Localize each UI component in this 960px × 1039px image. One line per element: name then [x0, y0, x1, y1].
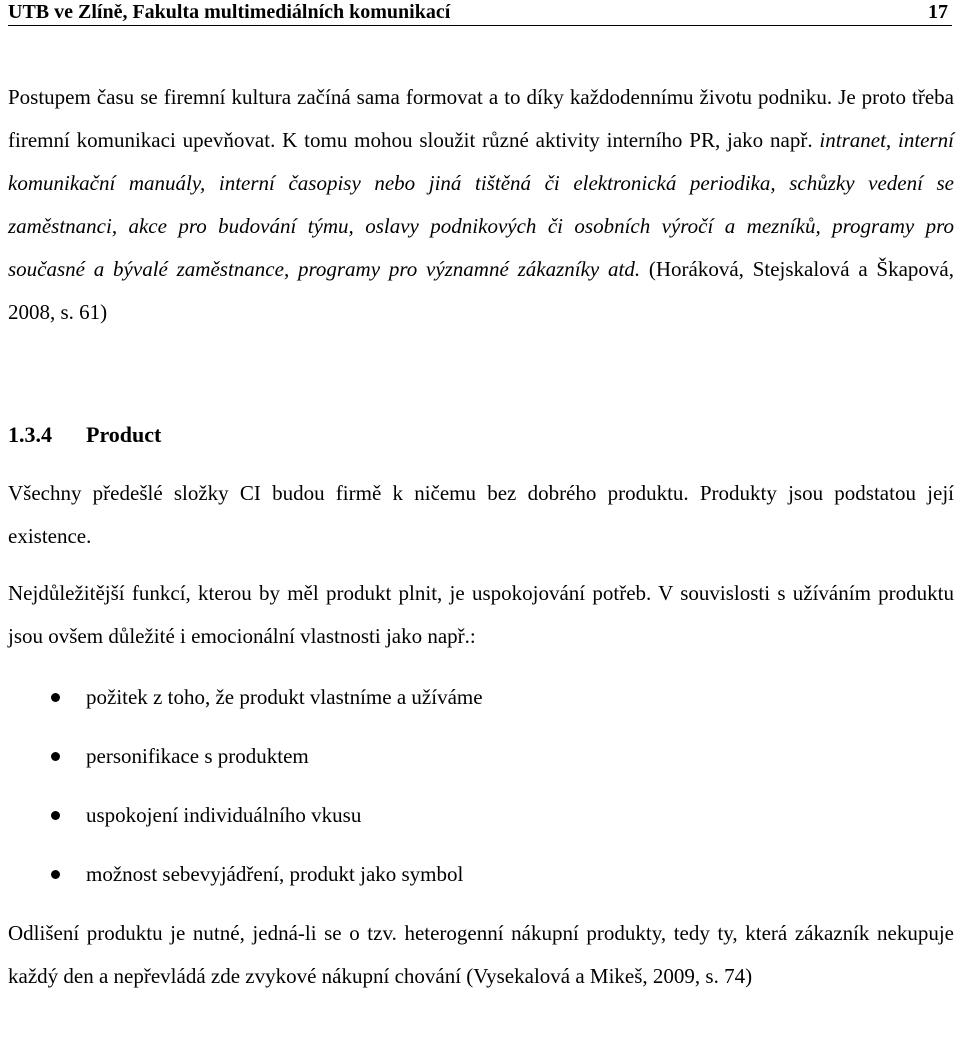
bullet-icon	[51, 870, 60, 879]
bullet-icon	[51, 693, 60, 702]
paragraph-differentiation: Odlišení produktu je nutné, jedná-li se o tzv. heterogenní nákupní produkty, tedy ty, která zákazník nekupuje každý den a nepřevládá zde zvykové nákupní chování (Vysekalová a Mikeš, 2009, s. 74)	[8, 921, 954, 988]
page-number: 17	[928, 1, 948, 23]
bullet-icon	[51, 811, 60, 820]
list-item-text: personifikace s produktem	[86, 744, 309, 768]
bullet-icon	[51, 752, 60, 761]
intro-paragraph	[8, 76, 954, 334]
header-title: UTB ve Zlíně, Fakulta multimediálních komunikací	[8, 1, 451, 23]
section-number: 1.3.4	[8, 422, 52, 447]
list-item-text: požitek z toho, že produkt vlastníme a užíváme	[86, 685, 483, 709]
paragraph-products: Všechny předešlé složky CI budou firmě k ničemu bez dobrého produktu. Produkty jsou podstatou její existence.	[8, 481, 954, 548]
intro-italic-list: intranet, interní komunikační manuály, interní časopisy nebo jiná tištěná či elektronická periodika, schůzky vedení se zaměstnanci, akce pro budování týmu, oslavy podnikových či osobních výročí a mezníků, programy pro současné a bývalé zaměstnance, programy pro významné zákazníky atd.	[8, 128, 954, 281]
section-title: Product	[86, 422, 162, 447]
section-heading	[8, 413, 161, 456]
paragraph-needs: Nejdůležitější funkcí, kterou by měl produkt plnit, je uspokojování potřeb. V souvislosti s užíváním produktu jsou ovšem důležité i emocionální vlastnosti jako např.:	[8, 581, 954, 648]
intro-lead: Postupem času se firemní kultura začíná sama formovat a to díky každodennímu životu podniku. Je proto třeba firemní komunikaci upevňovat. K tomu mohou sloužit různé aktivity interního PR, jako např.	[8, 85, 954, 152]
page-header	[8, 0, 952, 26]
list-item-text: uspokojení individuálního vkusu	[86, 803, 362, 827]
list-item-text: možnost sebevyjádření, produkt jako symbol	[86, 862, 464, 886]
intro-citation: (Horáková, Stejskalová a Škapová, 2008, s. 61)	[8, 257, 954, 324]
